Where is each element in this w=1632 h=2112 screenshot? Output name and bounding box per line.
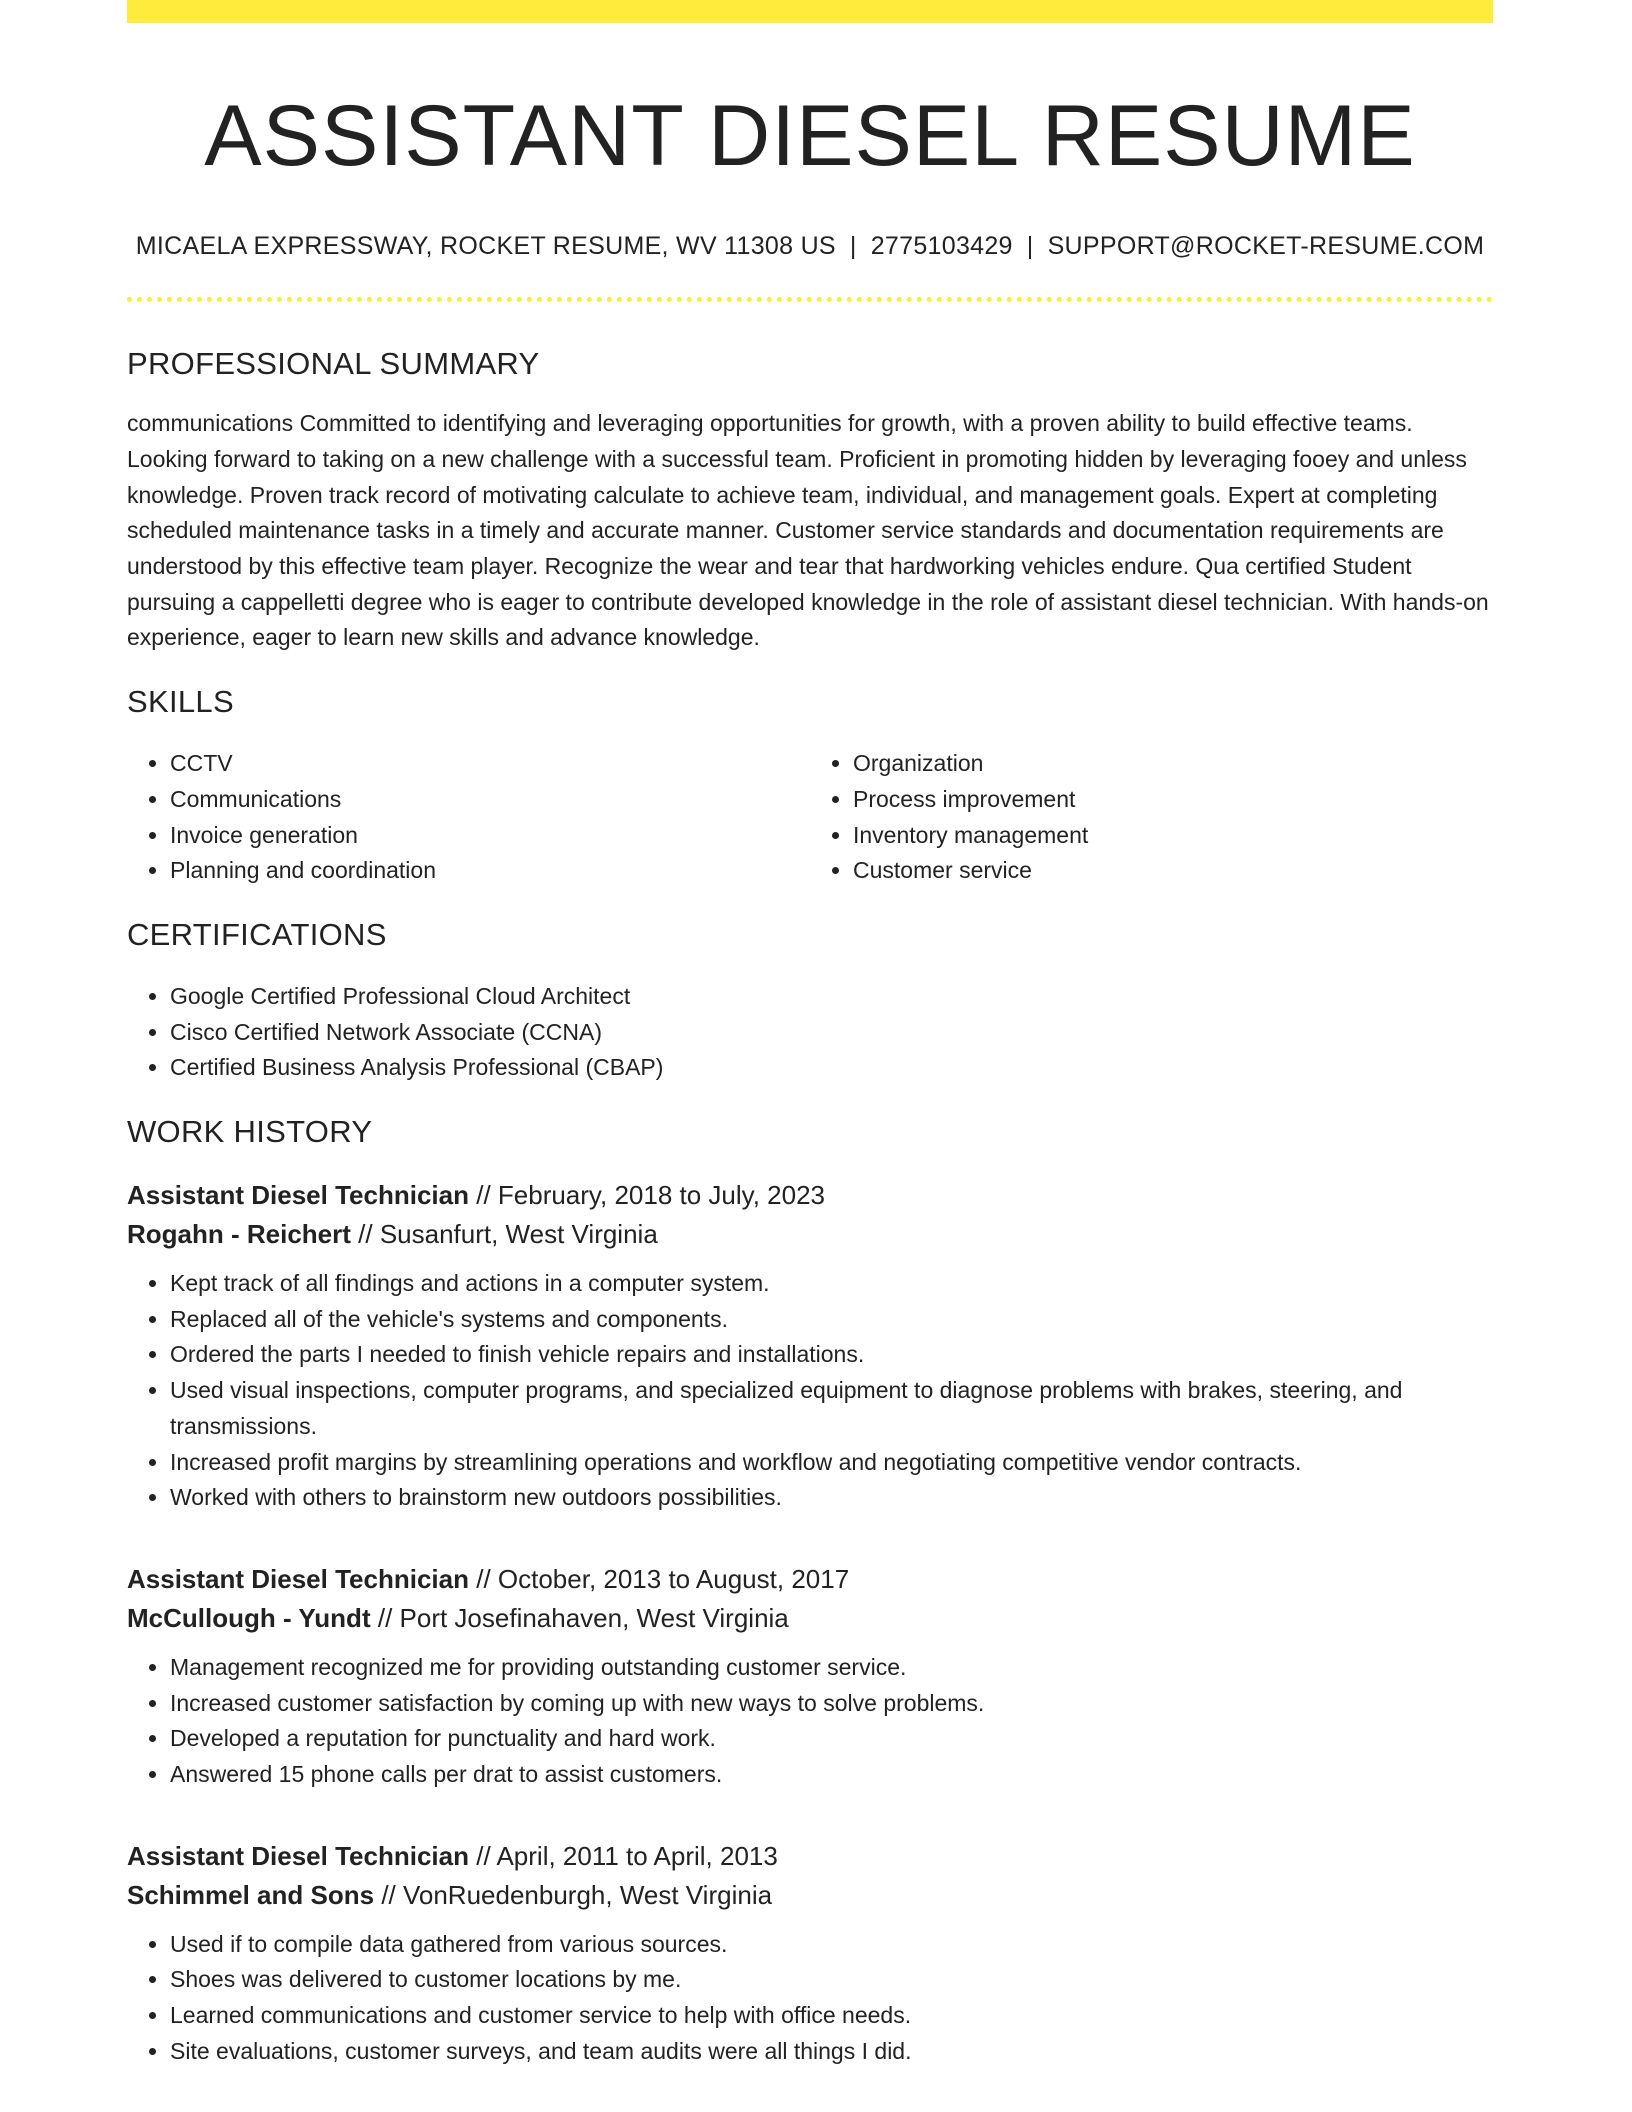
work-history-section: [127, 1114, 1493, 2070]
certifications-list: [127, 979, 1493, 1086]
job-dates: // October, 2013 to August, 2017: [476, 1563, 850, 1594]
job-company: Schimmel and Sons: [127, 1879, 375, 1910]
skill-item: • Inventory management: [853, 818, 1493, 854]
summary-heading: PROFESSIONAL SUMMARY: [127, 346, 540, 382]
contact-line: [127, 232, 1493, 261]
job-location: // Port Josefinahaven, West Virginia: [377, 1602, 789, 1633]
skill-item: • Organization: [853, 746, 1493, 782]
top-accent-bar: [127, 0, 1493, 23]
certification-item: • Google Certified Professional Cloud Architect: [170, 979, 1493, 1015]
job-title-line: [127, 1560, 1493, 1599]
job-bullet: • Learned communications and customer service to help with office needs.: [170, 1998, 1493, 2034]
skills-columns: [127, 746, 1493, 889]
certification-item: • Cisco Certified Network Associate (CCNA): [170, 1015, 1493, 1051]
summary-text: communications Committed to identifying and leveraging opportunities for growth, with a proven ability to build effective teams. Looking forward to taking on a new challenge with a successful team. Proficient in promoting hidden by leveraging fooey and unless knowledge. Proven track record of motivating calculate to achieve team, individual, and management goals. Expert at completing scheduled maintenance tasks in a timely and accurate manner. Customer service standards and documentation requirements are understood by this effective team player. Recognize the wear and tear that hardworking vehicles endure. Qua certified Student pursuing a cappelletti degree who is eager to contribute developed knowledge in the role of assistant diesel technician. With hands-on experience, eager to learn new skills and advance knowledge.: [127, 410, 1489, 651]
job-title: Assistant Diesel Technician: [127, 1563, 469, 1594]
contact-separator: |: [849, 232, 857, 261]
job-location: // Susanfurt, West Virginia: [358, 1219, 658, 1250]
job-bullet: • Site evaluations, customer surveys, and team audits were all things I did.: [170, 2034, 1493, 2070]
job-title-line: [127, 1176, 1493, 1215]
contact-address: MICAELA EXPRESSWAY, ROCKET RESUME, WV 11308 US: [135, 232, 836, 261]
contact-separator: |: [1026, 232, 1034, 261]
job-bullet: • Kept track of all findings and actions in a computer system.: [170, 1266, 1493, 1302]
job-bullet: • Management recognized me for providing outstanding customer service.: [170, 1650, 1493, 1686]
job-entry: [127, 1837, 1493, 2070]
skills-left-list: [127, 746, 810, 889]
job-company-line: [127, 1215, 1493, 1254]
job-company-line: [127, 1876, 1493, 1915]
job-title: Assistant Diesel Technician: [127, 1180, 469, 1211]
job-title: Assistant Diesel Technician: [127, 1840, 469, 1871]
job-bullet: • Used if to compile data gathered from various sources.: [170, 1927, 1493, 1963]
resume-title: ASSISTANT DIESEL RESUME: [204, 88, 1416, 184]
job-company: McCullough - Yundt: [127, 1602, 371, 1633]
job-bullet: • Developed a reputation for punctuality and hard work.: [170, 1721, 1493, 1757]
job-bullets: [127, 1650, 1493, 1793]
job-bullets: [127, 1266, 1493, 1516]
job-entry: [127, 1560, 1493, 1793]
job-dates: // February, 2018 to July, 2023: [476, 1180, 826, 1211]
skills-heading: SKILLS: [127, 684, 234, 720]
contact-phone: 2775103429: [870, 232, 1013, 261]
job-company: Rogahn - Reichert: [127, 1219, 351, 1250]
job-bullet: • Answered 15 phone calls per drat to assist customers.: [170, 1757, 1493, 1793]
resume-page: [127, 0, 1493, 2070]
contact-email: SUPPORT@ROCKET-RESUME.COM: [1047, 232, 1485, 261]
job-bullet: • Replaced all of the vehicle's systems and components.: [170, 1302, 1493, 1338]
certifications-section: [127, 917, 1493, 1086]
work-history-heading: WORK HISTORY: [127, 1114, 373, 1150]
dotted-divider: [127, 297, 1493, 302]
skill-item: • CCTV: [170, 746, 810, 782]
skills-section: [127, 684, 1493, 889]
job-dates: // April, 2011 to April, 2013: [476, 1840, 778, 1871]
job-bullet: • Shoes was delivered to customer locations by me.: [170, 1962, 1493, 1998]
skill-item: • Customer service: [853, 853, 1493, 889]
summary-section: [127, 346, 1493, 656]
skill-item: • Process improvement: [853, 782, 1493, 818]
job-company-line: [127, 1599, 1493, 1638]
skill-item: • Communications: [170, 782, 810, 818]
job-bullet: • Ordered the parts I needed to finish vehicle repairs and installations.: [170, 1337, 1493, 1373]
skill-item: • Planning and coordination: [170, 853, 810, 889]
certifications-heading: CERTIFICATIONS: [127, 916, 387, 952]
job-bullets: [127, 1927, 1493, 2070]
skill-item: • Invoice generation: [170, 818, 810, 854]
job-bullet: • Worked with others to brainstorm new outdoors possibilities.: [170, 1480, 1493, 1516]
job-bullet: • Increased profit margins by streamlining operations and workflow and negotiating competitive vendor contracts.: [170, 1445, 1493, 1481]
job-location: // VonRuedenburgh, West Virginia: [381, 1879, 773, 1910]
job-entry: [127, 1176, 1493, 1516]
skills-right-list: [810, 746, 1493, 889]
job-bullet: • Used visual inspections, computer programs, and specialized equipment to diagnose problems with brakes, steering, and transmissions.: [170, 1373, 1493, 1444]
job-bullet: • Increased customer satisfaction by coming up with new ways to solve problems.: [170, 1686, 1493, 1722]
job-title-line: [127, 1837, 1493, 1876]
certification-item: • Certified Business Analysis Professional (CBAP): [170, 1050, 1493, 1086]
